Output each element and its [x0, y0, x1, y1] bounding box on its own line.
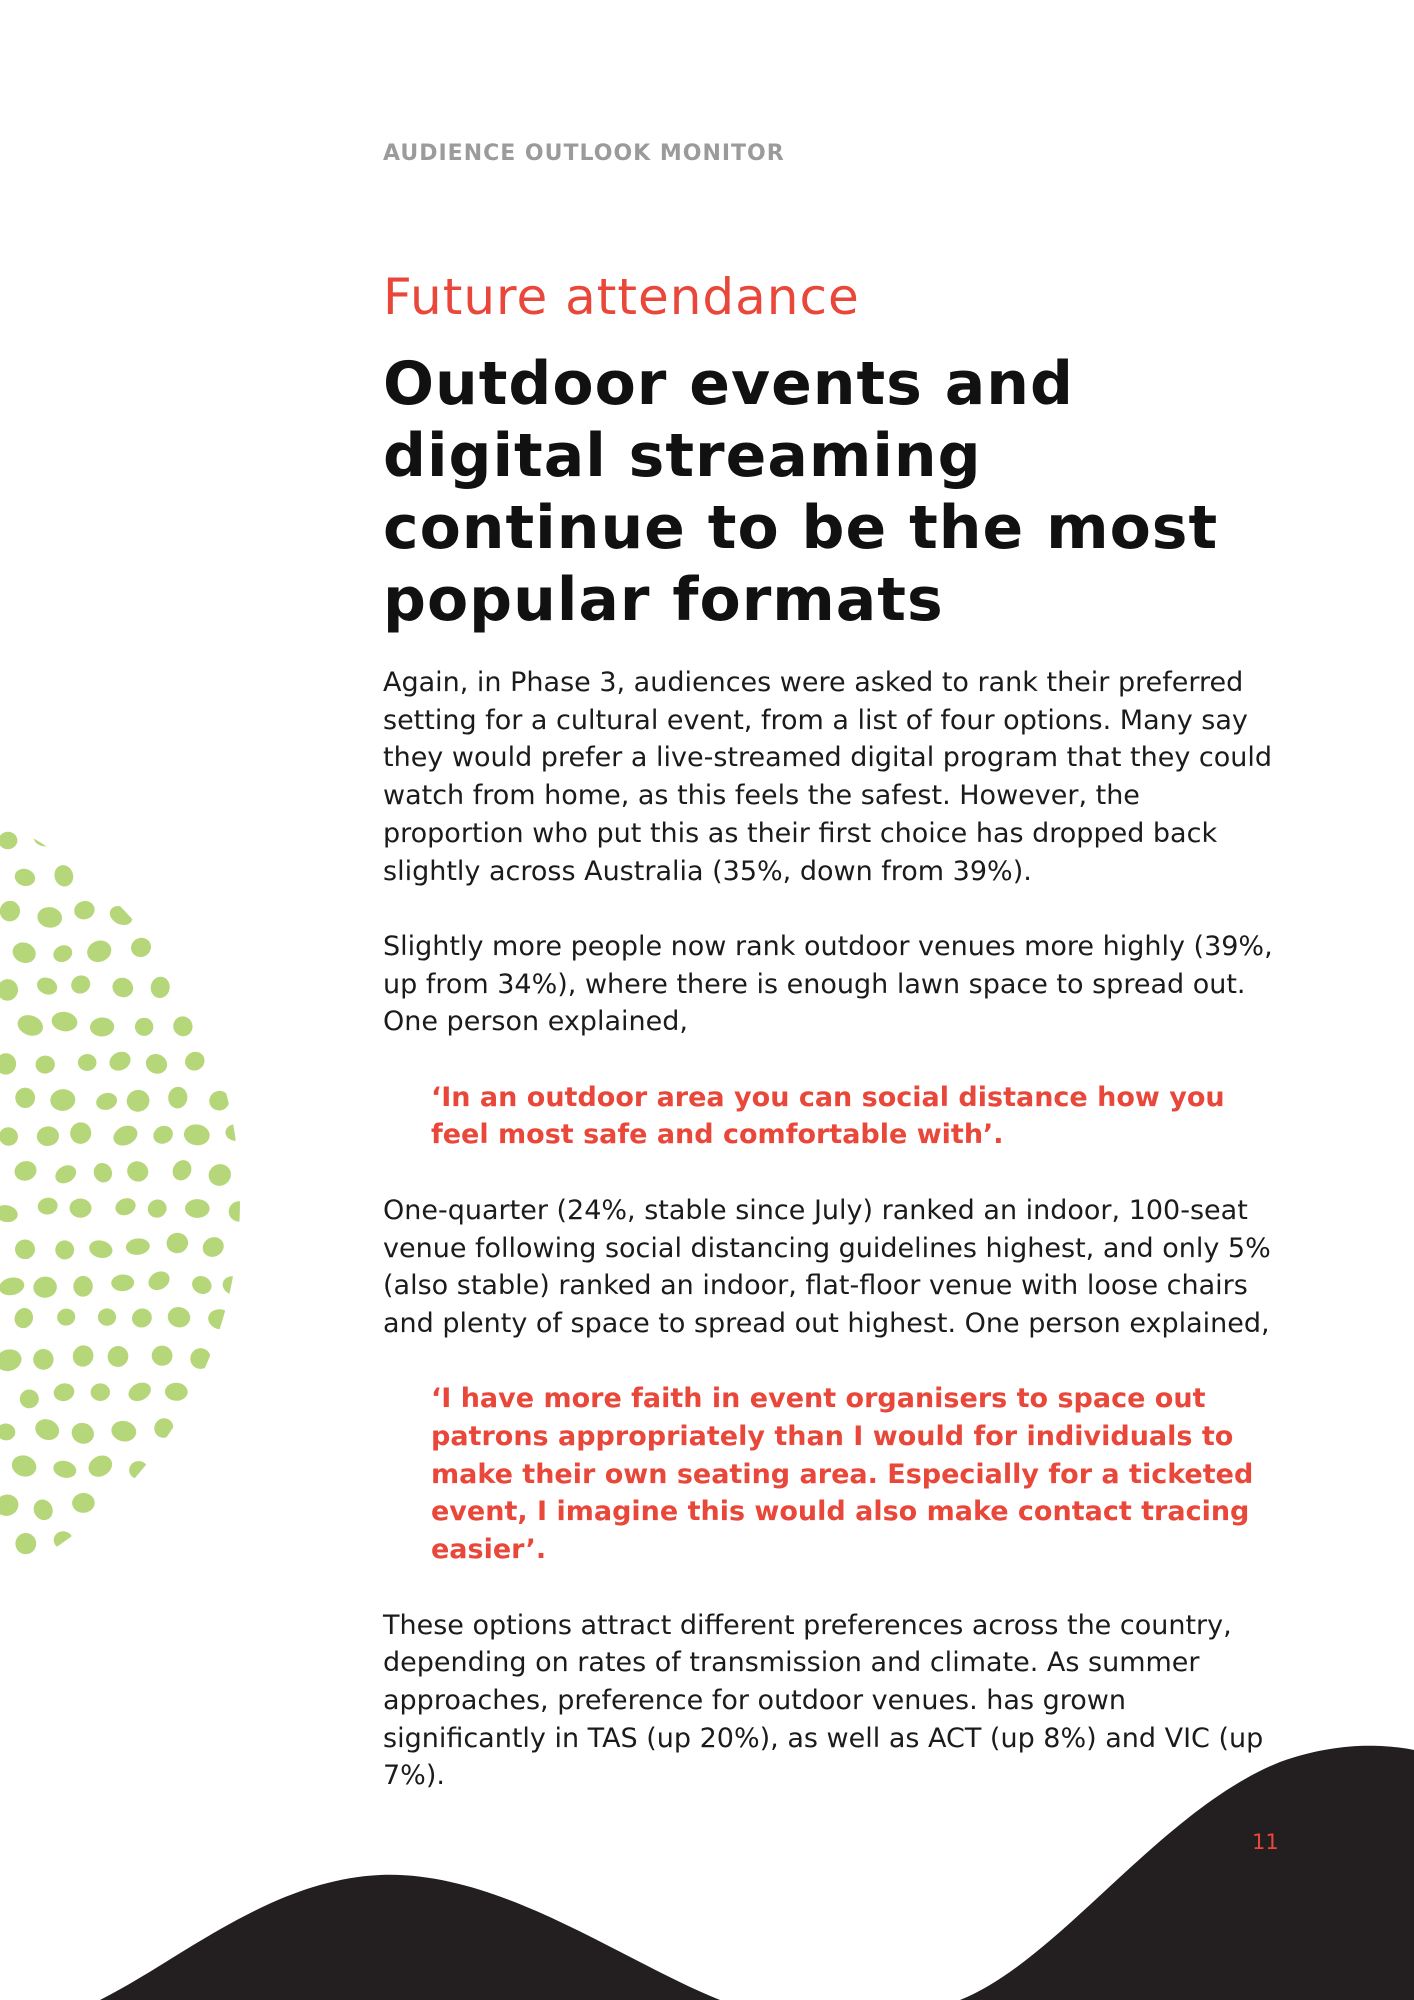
decorative-dot-pattern	[0, 830, 260, 1590]
decorative-dot	[111, 1274, 135, 1292]
decorative-dot	[224, 1496, 251, 1523]
decorative-dot	[32, 1276, 57, 1299]
decorative-dot	[106, 1048, 134, 1074]
decorative-dot	[206, 1307, 235, 1332]
decorative-dot	[73, 1275, 94, 1297]
decorative-dot	[124, 1158, 152, 1186]
decorative-dot	[0, 1492, 21, 1519]
decorative-dot	[245, 1385, 260, 1407]
decorative-dot	[0, 898, 23, 925]
decorative-dot	[135, 1017, 154, 1036]
decorative-dot	[145, 1268, 173, 1294]
decorative-dot	[78, 1054, 97, 1071]
decorative-dot	[71, 834, 94, 850]
decorative-dot	[244, 1092, 260, 1114]
decorative-dot	[165, 1383, 188, 1401]
section-title: Future attendance	[383, 268, 860, 326]
decorative-dot	[228, 1201, 249, 1222]
decorative-dot	[90, 1017, 115, 1037]
decorative-dot	[164, 862, 188, 885]
decorative-dot	[33, 830, 60, 847]
decorative-dot	[0, 1203, 19, 1224]
decorative-dot	[220, 1055, 245, 1072]
pull-quote: ‘In an outdoor area you can social distance how you feel most safe and comfortable with’.	[431, 1081, 1225, 1151]
page-number: 11	[1252, 1830, 1279, 1854]
decorative-dot	[0, 1275, 26, 1297]
decorative-dot	[239, 940, 260, 961]
decorative-dot	[85, 1451, 116, 1481]
decorative-dot	[129, 1460, 149, 1479]
decorative-dot	[15, 1088, 35, 1108]
decorative-dot	[128, 934, 154, 960]
paragraph: Again, in Phase 3, audiences were asked to rank their preferred setting for a cultural event, from a list of four options. Many say they would prefer a live-streamed digital program that they could watch from home, as this feels the safest. However, the proportion who put this as their first choice has dropped back slightly across Australia (35%, down from 39%).	[383, 667, 1273, 887]
paragraph: One-quarter (24%, stable since July) ranked an indoor, 100-seat venue following social distancing guidelines highest, and only 5% (also stable) ranked an indoor, flat-floor venue with loose chairs and plenty of space to spread out highest. One person explained,	[383, 1194, 1271, 1339]
decorative-dot	[150, 1123, 176, 1148]
decorative-dot	[15, 1532, 37, 1555]
decorative-dot	[151, 1345, 173, 1367]
decorative-dot	[104, 1342, 132, 1370]
decorative-dot	[52, 1162, 79, 1187]
decorative-dot	[109, 1419, 138, 1444]
decorative-dot	[113, 1195, 138, 1218]
decorative-dot	[55, 1240, 75, 1261]
decorative-dot	[131, 1533, 157, 1553]
paragraph: These options attract different preferences across the country, depending on rates of transmission and climate. As summer approaches, preference for outdoor venues. has grown significantly in TAS (up 20%), as well as ACT (up 8%) and VIC (up 7%).	[383, 1609, 1264, 1792]
decorative-dot	[141, 830, 173, 851]
decorative-dot	[129, 1305, 155, 1330]
decorative-dot	[0, 1125, 21, 1149]
decorative-dot	[94, 1090, 119, 1112]
decorative-dot	[184, 1489, 216, 1518]
decorative-dot	[110, 1122, 141, 1149]
decorative-dot	[243, 1163, 260, 1185]
decorative-dot	[185, 1199, 210, 1218]
decorative-dot	[125, 1379, 153, 1405]
decorative-dot	[34, 974, 60, 997]
decorative-dot	[183, 1123, 211, 1147]
decorative-dot	[84, 937, 114, 965]
decorative-dot	[242, 1232, 260, 1261]
decorative-dot	[241, 1458, 260, 1482]
decorative-dot	[220, 1273, 248, 1298]
decorative-dot	[151, 1415, 177, 1441]
decorative-dot	[170, 1457, 195, 1481]
decorative-dot	[49, 1088, 76, 1112]
decorative-dot	[68, 972, 93, 997]
decorative-dot	[199, 1233, 227, 1260]
decorative-dot	[12, 1305, 37, 1331]
decorative-dot	[97, 1308, 116, 1327]
decorative-dot	[143, 1051, 171, 1078]
decorative-dot	[69, 1342, 97, 1371]
decorative-dot	[15, 1012, 46, 1039]
decorative-dot	[191, 1418, 214, 1442]
decorative-dot	[87, 1238, 114, 1260]
decorative-dot	[50, 1010, 79, 1033]
decorative-dot	[205, 1160, 235, 1190]
decorative-dot	[12, 1158, 39, 1183]
decorative-dot	[187, 834, 208, 854]
decorative-dot	[170, 1014, 195, 1039]
decorative-dot	[13, 866, 37, 888]
decorative-dot	[32, 1347, 56, 1371]
decorative-dot	[125, 1237, 151, 1256]
decorative-dot	[90, 1531, 120, 1559]
decorative-dot	[0, 1052, 17, 1075]
decorative-dot	[68, 1419, 97, 1447]
decorative-dot	[90, 1383, 110, 1401]
decorative-dot	[0, 1346, 24, 1374]
decorative-dot	[239, 1306, 260, 1330]
decorative-dot	[227, 830, 248, 850]
decorative-dot	[147, 1494, 178, 1522]
decorative-dot	[164, 935, 191, 962]
decorative-dot	[166, 1535, 187, 1556]
decorative-dot	[169, 1157, 195, 1184]
decorative-dot	[209, 865, 232, 885]
paragraph: Slightly more people now rank outdoor venues more highly (39%, up from 34%), where there is enough lawn space to spread out. One person explained,	[383, 930, 1273, 1038]
decorative-dot	[218, 902, 249, 930]
decorative-dot	[52, 863, 76, 889]
decorative-dot	[200, 1384, 227, 1408]
decorative-dot	[69, 1198, 92, 1218]
decorative-dot	[226, 974, 253, 1000]
decorative-dot	[19, 1389, 39, 1409]
decorative-dot	[145, 1197, 170, 1221]
decorative-dot	[10, 939, 39, 966]
decorative-dot	[165, 1231, 190, 1255]
decorative-dot	[36, 1196, 59, 1216]
decorative-dot	[52, 1530, 74, 1551]
pull-quote: ‘I have more faith in event organisers to space out patrons appropriately than I would for individuals to make their own seating area. Especially for a ticketed event, I imagine this would also make contact tracing easier’.	[431, 1383, 1254, 1566]
decorative-dot	[133, 869, 153, 887]
decorative-dot	[71, 1492, 95, 1513]
decorative-dot	[224, 1346, 254, 1374]
decorative-dot	[0, 831, 18, 849]
body-text	[383, 664, 1283, 1795]
decorative-dot	[189, 903, 215, 923]
decorative-dot	[188, 1346, 213, 1371]
decorative-dot	[202, 1013, 228, 1037]
decorative-dot	[32, 1416, 62, 1444]
decorative-wave	[0, 1700, 1414, 2000]
decorative-dot	[68, 1120, 94, 1146]
decorative-dot	[243, 1011, 260, 1031]
decorative-dot	[9, 1452, 39, 1479]
decorative-dot	[52, 1381, 77, 1403]
decorative-dot	[142, 900, 170, 926]
decorative-dot	[36, 1125, 60, 1147]
decorative-dot	[115, 1493, 136, 1514]
decorative-dot	[205, 1457, 226, 1476]
decorative-dot	[199, 1532, 229, 1558]
decorative-dot	[51, 1458, 78, 1480]
decorative-dot	[109, 974, 136, 1000]
decorative-dot	[35, 1055, 56, 1075]
decorative-dot	[225, 1124, 247, 1141]
decorative-dot	[56, 1307, 77, 1327]
decorative-dot	[91, 1160, 115, 1185]
decorative-dot	[167, 1086, 189, 1110]
decorative-dot	[189, 1273, 215, 1298]
decorative-dot	[245, 865, 260, 888]
decorative-dot	[0, 977, 20, 1003]
decorative-dot	[72, 898, 97, 921]
decorative-dot	[36, 906, 63, 930]
decorative-dot	[0, 1422, 16, 1441]
decorative-dot	[14, 1239, 35, 1260]
decorative-dot	[226, 1424, 249, 1446]
decorative-dot	[51, 942, 75, 965]
decorative-dot	[166, 1305, 192, 1329]
decorative-dot	[110, 832, 130, 852]
decorative-dot	[182, 1048, 208, 1074]
running-header: AUDIENCE OUTLOOK MONITOR	[383, 141, 785, 166]
decorative-dot	[149, 975, 171, 999]
decorative-dot	[30, 1496, 56, 1523]
decorative-dot	[242, 1532, 260, 1556]
decorative-dot	[107, 902, 136, 928]
decorative-dot	[95, 866, 117, 888]
page-headline: Outdoor events and digital streaming continue to be the most popular formats	[383, 349, 1219, 635]
decorative-dot	[125, 1088, 152, 1114]
decorative-dot	[206, 1088, 232, 1114]
decorative-dot	[183, 978, 212, 1006]
decorative-dot	[202, 938, 227, 957]
